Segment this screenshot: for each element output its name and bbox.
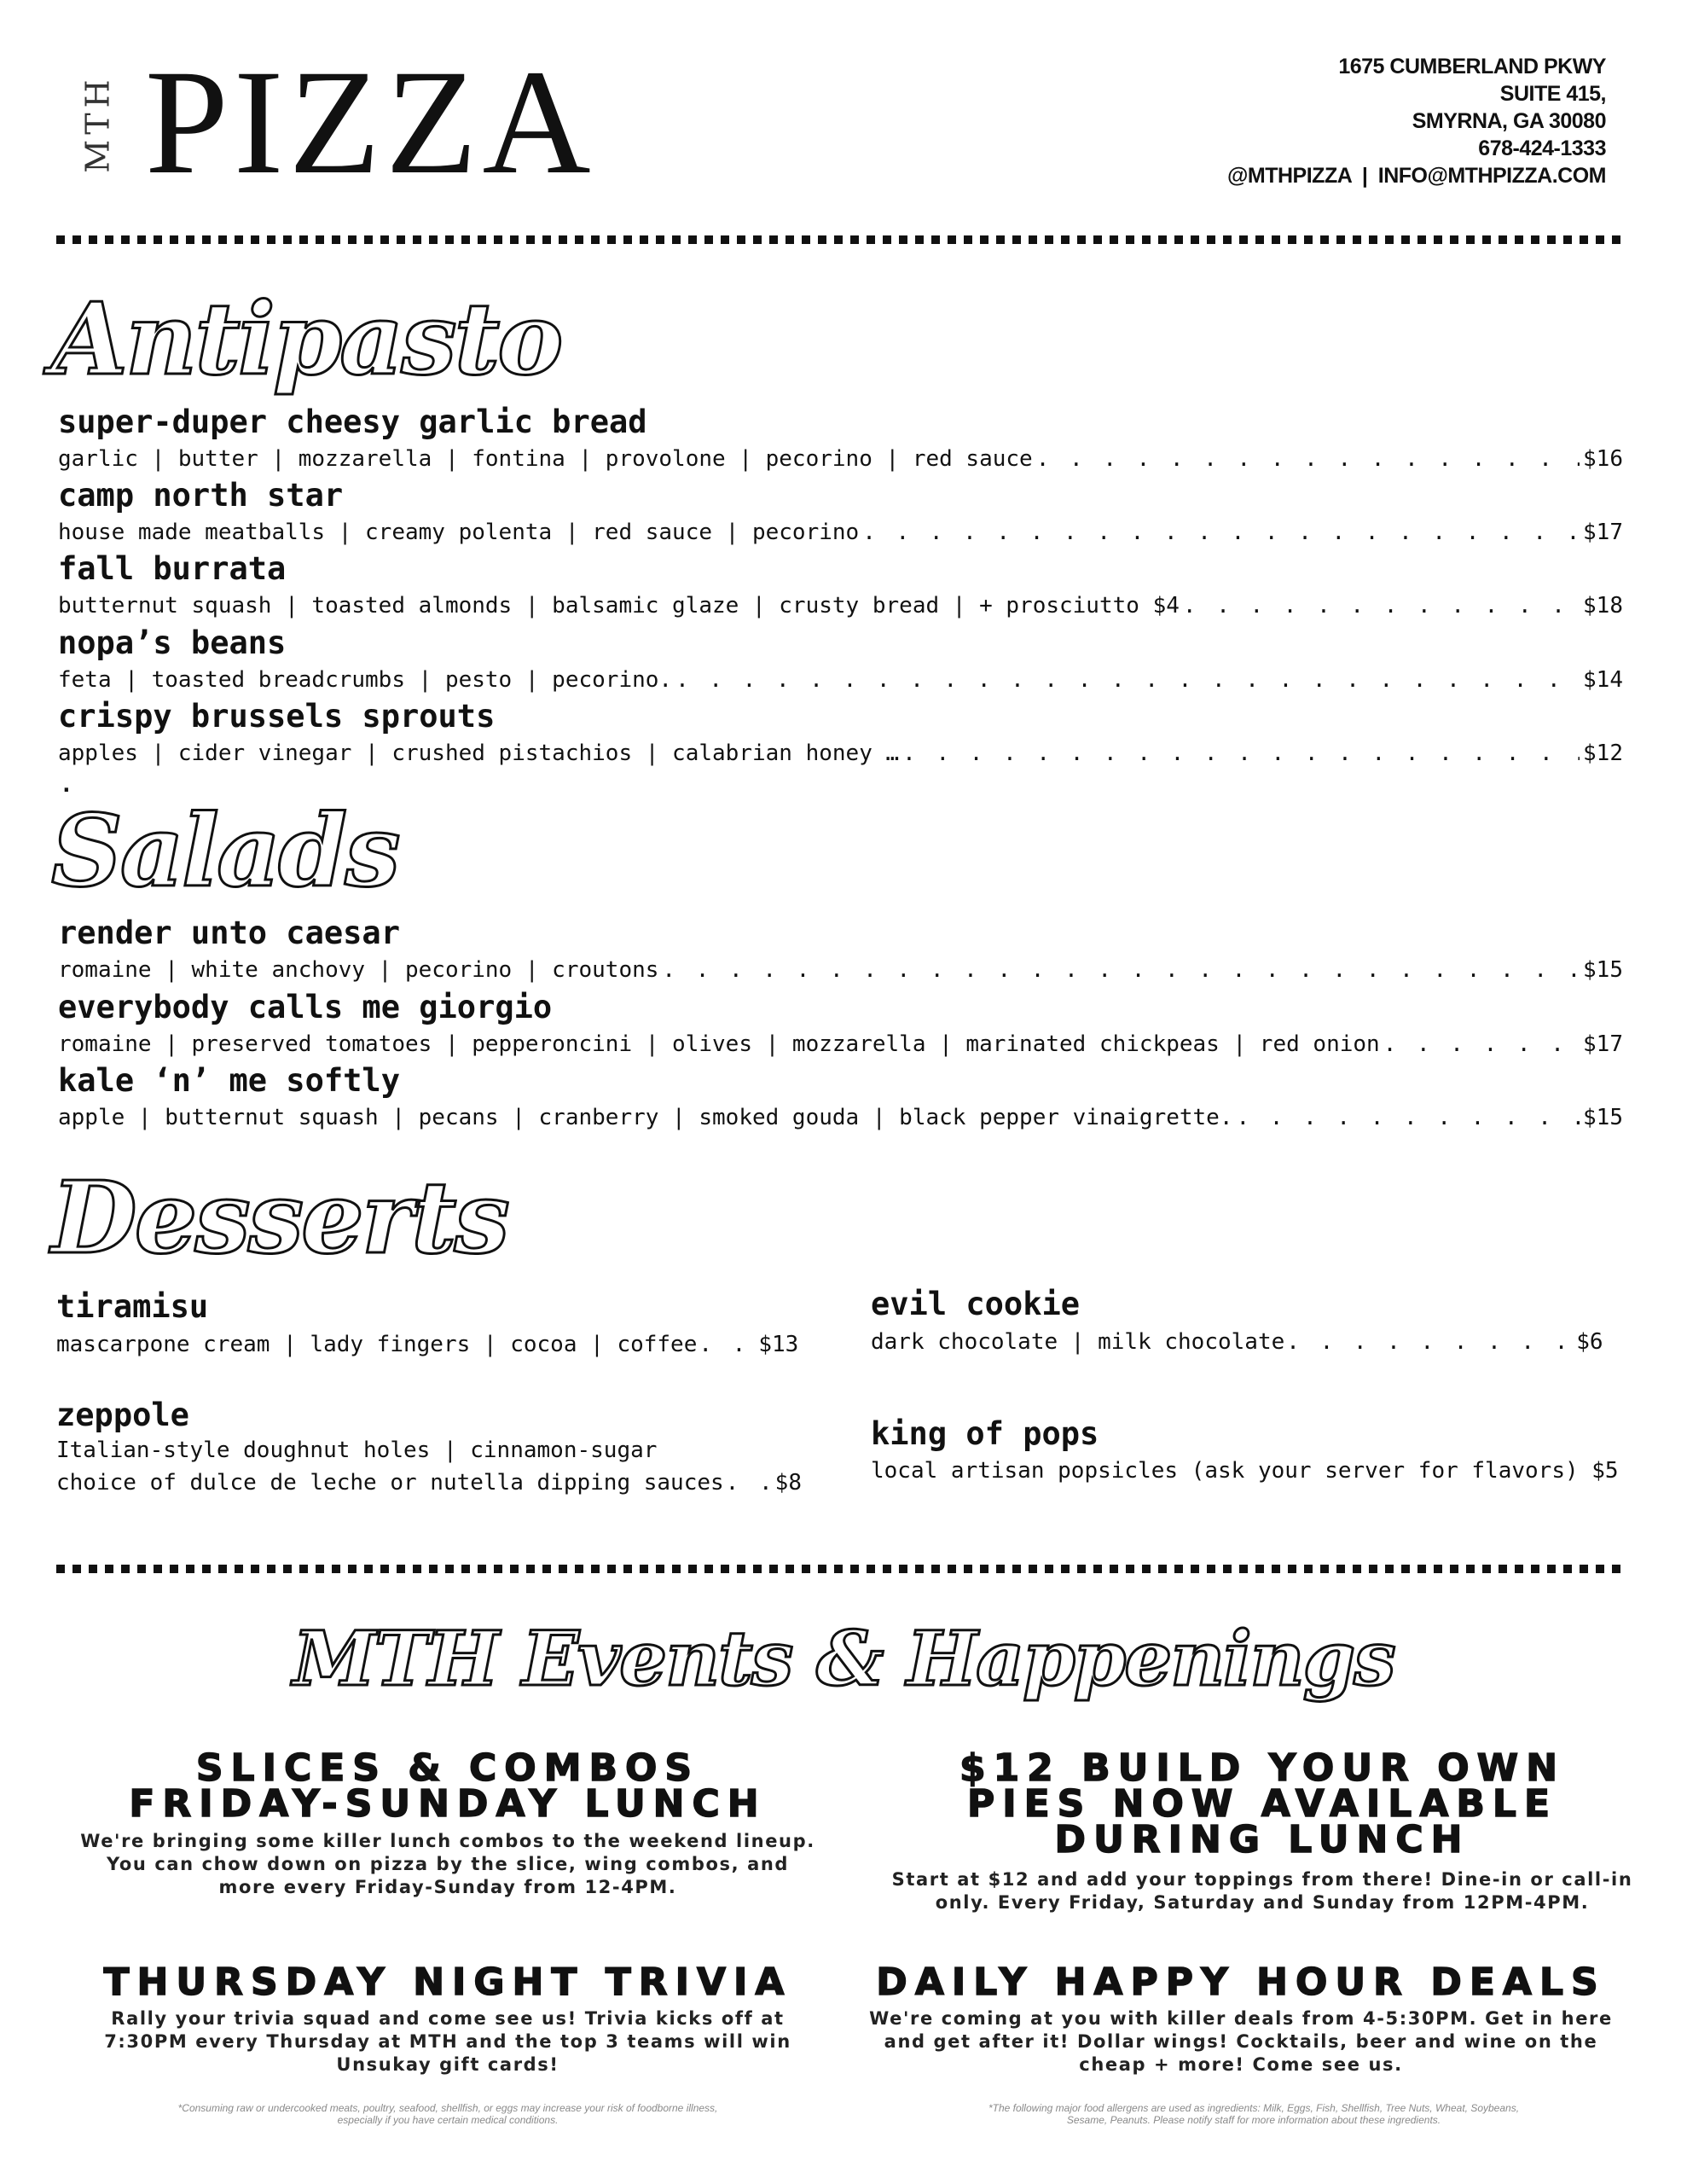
item-detail (58, 742, 1623, 764)
item-price: $12 (1583, 741, 1623, 766)
event-body-slices (34, 1830, 861, 1899)
dot-leader (1237, 1107, 1580, 1129)
dessert-price: $13 (758, 1332, 799, 1357)
dessert-name-evil-cookie: evil cookie (871, 1286, 1081, 1322)
item-price: $18 (1583, 593, 1623, 619)
dot-leader (699, 1333, 757, 1356)
dessert-detail-king-of-pops (871, 1460, 1619, 1482)
item-name: super-duper cheesy garlic bread (58, 404, 647, 440)
event-body-line: cheap + more! Come see us. (1079, 2054, 1403, 2075)
dessert-detail-tiramisu (56, 1333, 807, 1356)
item-name: crispy brussels sprouts (58, 698, 496, 735)
dessert-detail-zeppole-2 (56, 1472, 802, 1494)
disclaimer-line: *Consuming raw or undercooked meats, poultry, seafood, shellfish, or eggs may increase your risk of foodborne illness, (177, 2102, 718, 2114)
item-price: $17 (1583, 520, 1623, 545)
item-price: $16 (1583, 446, 1623, 472)
event-title-line: DURING LUNCH (1054, 1818, 1470, 1862)
events-heading: MTH Events & Happenings (293, 1614, 1394, 1703)
item-detail (58, 669, 1623, 691)
disclaimer-line: Sesame, Peanuts. Please notify staff for more information about these ingredients. (1066, 2114, 1441, 2126)
event-body-line: We're bringing some killer lunch combos to the weekend lineup. (80, 1831, 815, 1851)
dessert-desc: Italian-style doughnut holes | cinnamon-sugar (56, 1438, 658, 1463)
raw-food-disclaimer (51, 2102, 844, 2126)
dessert-desc: mascarpone cream | lady fingers | cocoa | coffee (56, 1332, 698, 1357)
item-detail (58, 1107, 1623, 1129)
dot-leader (662, 959, 1580, 981)
event-body-line: more every Friday-Sunday from 12-4PM. (218, 1877, 677, 1897)
phone-number: 678-424-1333 (1478, 136, 1606, 160)
event-title-slices (34, 1746, 861, 1826)
item-detail (58, 959, 1623, 981)
item-detail (58, 521, 1623, 543)
dot-leader (1286, 1331, 1574, 1353)
middle-divider (56, 1565, 1627, 1573)
contact-block (1227, 53, 1606, 189)
item-desc: feta | toasted breadcrumbs | pesto | pecorino. (58, 667, 673, 693)
dessert-name-king-of-pops: king of pops (871, 1415, 1099, 1452)
dessert-name-zeppole: zeppole (56, 1397, 189, 1433)
item-desc: apple | butternut squash | pecans | cranberry | smoked gouda | black pepper vinaigrette. (58, 1105, 1233, 1130)
item-desc: romaine | preserved tomatoes | pepperoncini | olives | mozzarella | marinated chickpeas | red onion (58, 1031, 1380, 1057)
address-line-3: SMYRNA, GA 30080 (1412, 109, 1606, 133)
social-handle: @MTHPIZZA (1227, 164, 1352, 188)
item-price: $17 (1583, 1031, 1623, 1057)
item-desc: butternut squash | toasted almonds | balsamic glaze | crusty bread | + prosciutto $4 (58, 593, 1180, 619)
event-body-happy-hour (844, 2007, 1638, 2077)
item-price: $14 (1583, 667, 1623, 693)
dessert-detail-zeppole-1 (56, 1439, 657, 1461)
event-title-line: FRIDAY-SUNDAY LUNCH (129, 1782, 767, 1826)
item-price: $15 (1583, 1105, 1623, 1130)
dessert-detail-evil-cookie (871, 1331, 1603, 1353)
allergen-disclaimer (861, 2102, 1646, 2126)
item-name: kale ‘n’ me softly (58, 1062, 400, 1099)
item-desc: garlic | butter | mozzarella | fontina | provolone | pecorino | red sauce (58, 446, 1033, 472)
dot-leader (1183, 595, 1580, 617)
dot-leader (862, 521, 1580, 543)
item-name: everybody calls me giorgio (58, 989, 553, 1025)
dessert-price: $6 (1576, 1329, 1603, 1355)
disclaimer-line: especially if you have certain medical conditions. (337, 2114, 559, 2126)
event-body-trivia (34, 2007, 861, 2077)
antipasto-heading: Antipasto (51, 282, 561, 398)
item-name: render unto caesar (58, 915, 400, 951)
dot-leader (726, 1472, 774, 1494)
event-body-line: Start at $12 and add your toppings from there! Dine-in or call-in (891, 1869, 1633, 1890)
dot-leader (1036, 448, 1580, 470)
logo-mth-mark (78, 68, 118, 179)
disclaimer-line: *The following major food allergens are used as ingredients: Milk, Eggs, Fish, Shellfish, Tree Nuts, Wheat, Soybeans, (988, 2102, 1520, 2114)
event-title-happy-hour (844, 1960, 1638, 2004)
dessert-desc: dark chocolate | milk chocolate (871, 1329, 1285, 1355)
event-title-line: DAILY HAPPY HOUR DEALS (876, 1960, 1606, 2004)
logo-mth-text: MTH (79, 74, 117, 173)
dessert-name-tiramisu: tiramisu (56, 1288, 209, 1325)
item-desc: apples | cider vinegar | crushed pistachios | calabrian honey … (58, 741, 900, 766)
dessert-price: $8 (774, 1470, 802, 1496)
dot-leader (1383, 1033, 1580, 1055)
address-line-2: SUITE 415, (1499, 82, 1606, 106)
email-address: INFO@MTHPIZZA.COM (1377, 164, 1606, 188)
social-email-line (1227, 162, 1606, 189)
item-detail (58, 1033, 1623, 1055)
stray-dot: . (60, 772, 73, 798)
logo-pizza: PIZZA (145, 39, 596, 206)
event-title-line: $12 BUILD YOUR OWN (959, 1746, 1566, 1790)
event-title-line: SLICES & COMBOS (195, 1746, 700, 1790)
event-title-byo (857, 1746, 1667, 1862)
dessert-desc: choice of dulce de leche or nutella dipping sauces (56, 1470, 724, 1496)
item-name: fall burrata (58, 550, 287, 587)
dot-leader (902, 742, 1580, 764)
salads-heading: Salads (51, 793, 398, 909)
event-body-line: and get after it! Dollar wings! Cocktails, beer and wine on the (884, 2031, 1598, 2052)
event-body-line: 7:30PM every Thursday at MTH and the top 3 teams will win (104, 2031, 791, 2052)
event-title-trivia (34, 1960, 861, 2004)
event-title-line: THURSDAY NIGHT TRIVIA (103, 1960, 792, 2004)
dessert-desc: local artisan popsicles (ask your server for flavors) $5 (871, 1458, 1619, 1484)
item-detail (58, 595, 1623, 617)
event-body-line: We're coming at you with killer deals from 4-5:30PM. Get in here (869, 2008, 1613, 2029)
item-detail (58, 448, 1623, 470)
top-divider (56, 235, 1627, 244)
event-body-line: Rally your trivia squad and come see us! Trivia kicks off at (111, 2008, 785, 2029)
event-body-line: only. Every Friday, Saturday and Sunday from 12PM-4PM. (935, 1892, 1590, 1913)
event-body-byo (857, 1868, 1667, 1914)
contact-separator: | (1361, 164, 1368, 188)
item-desc: romaine | white anchovy | pecorino | croutons (58, 957, 659, 983)
event-title-line: PIES NOW AVAILABLE (966, 1782, 1558, 1826)
item-name: camp north star (58, 477, 344, 514)
item-price: $15 (1583, 957, 1623, 983)
desserts-heading: Desserts (51, 1160, 507, 1276)
item-name: nopa’s beans (58, 624, 287, 661)
event-body-line: You can chow down on pizza by the slice, wing combos, and (106, 1854, 790, 1874)
dot-leader (675, 669, 1580, 691)
event-body-line: Unsukay gift cards! (336, 2054, 559, 2075)
address-line-1: 1675 CUMBERLAND PKWY (1338, 55, 1606, 78)
item-desc: house made meatballs | creamy polenta | red sauce | pecorino (58, 520, 860, 545)
